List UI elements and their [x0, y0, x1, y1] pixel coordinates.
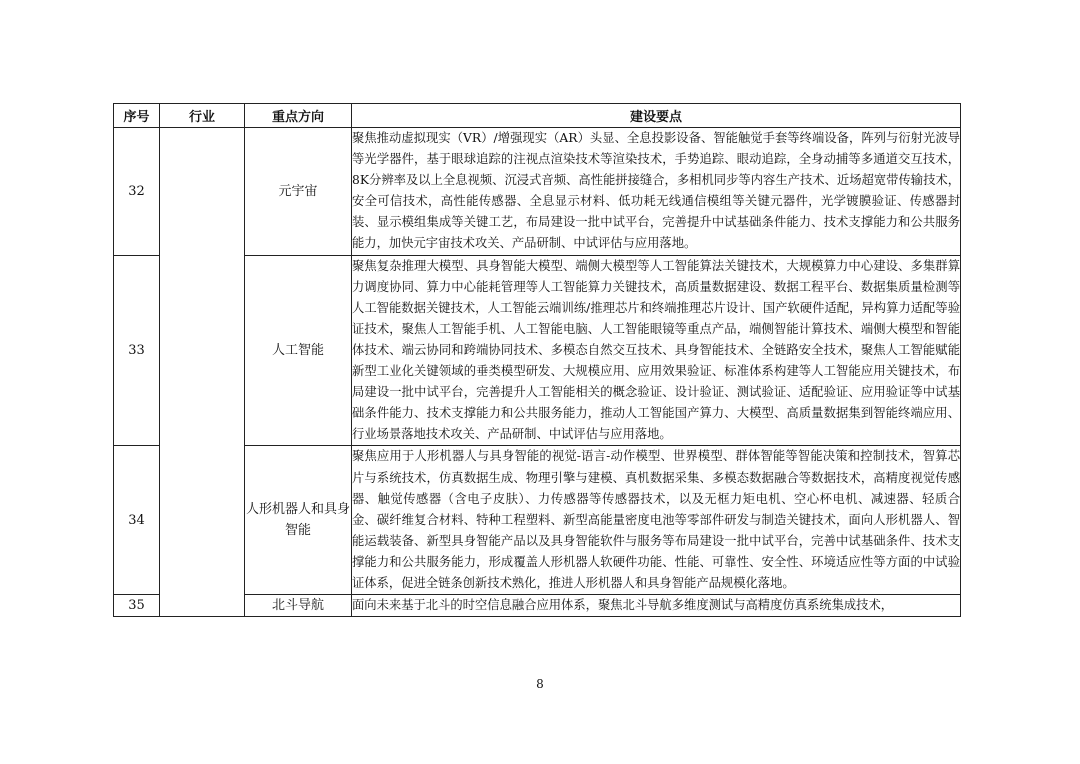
header-index: 序号: [114, 104, 160, 128]
row-index: 34: [114, 446, 160, 595]
row-index: 33: [114, 255, 160, 446]
table-row: [114, 128, 961, 256]
row-direction: 元宇宙: [245, 128, 352, 256]
row-points: 聚焦应用于人形机器人与具身智能的视觉-语言-动作模型、世界模型、群体智能等智能决策和控制技术，智算芯片与系统技术，仿真数据生成、物理引擎与建模、真机数据采集、多模态数据融合等数据技术，高精度视觉传感器、触觉传感器（含电子皮肤）、力传感器等传感器技术，以及无框力矩电机、空心杯电机、减速器、轻质合金、碳纤维复合材料、特种工程塑料、新型高能量密度电池等零部件研发与制造关键技术，面向人形机器人、智能运载装备、新型具身智能产品以及具身智能软件与服务等布局建设一批中试平台，完善中试基础条件、技术支撑能力和公共服务能力，形成覆盖人形机器人软硬件功能、性能、可靠性、安全性、环境适应性等方面的中试验证体系，促进全链条创新技术熟化，推进人形机器人和具身智能产品规模化落地。: [352, 446, 961, 595]
row-points: 聚焦推动虚拟现实（VR）/增强现实（AR）头显、全息投影设备、智能触觉手套等终端设备，阵列与衍射光波导等光学器件，基于眼球追踪的注视点渲染技术等渲染技术，手势追踪、眼动追踪，全身动捕等多通道交互技术，8K分辨率及以上全息视频、沉浸式音频、高性能拼接缝合，多相机同步等内容生产技术、近场超宽带传输技术，安全可信技术，高性能传感器、全息显示材料、低功耗无线通信模组等关键元器件，光学镀膜验证、传感器封装、显示模组集成等关键工艺，布局建设一批中试平台，完善提升中试基础条件能力、技术支撑能力和公共服务能力，加快元宇宙技术攻关、产品研制、中试评估与应用落地。: [352, 128, 961, 256]
industry-cell: [160, 128, 245, 617]
row-index: 35: [114, 595, 160, 617]
header-direction: 重点方向: [245, 104, 352, 128]
row-points: 聚焦复杂推理大模型、具身智能大模型、端侧大模型等人工智能算法关键技术，大规模算力中心建设、多集群算力调度协同、算力中心能耗管理等人工智能算力关键技术，高质量数据建设、数据工程平台、数据集质量检测等人工智能数据关键技术，人工智能云端训练/推理芯片和终端推理芯片设计、国产软硬件适配，异构算力适配等验证技术，聚焦人工智能手机、人工智能电脑、人工智能眼镜等重点产品，端侧智能计算技术、端侧大模型和智能体技术、端云协同和跨端协同技术、多模态自然交互技术、具身智能技术、全链路安全技术，聚焦人工智能赋能新型工业化关键领域的垂类模型研发、大规模应用、应用效果验证、标准体系构建等人工智能应用关键技术，布局建设一批中试平台，完善提升人工智能相关的概念验证、设计验证、测试验证、适配验证、应用验证等中试基础条件能力、技术支撑能力和公共服务能力，推动人工智能国产算力、大模型、高质量数据集到智能终端应用、行业场景落地技术攻关、产品研制、中试评估与应用落地。: [352, 255, 961, 446]
page-number: 8: [536, 677, 544, 691]
row-direction: 北斗导航: [245, 595, 352, 617]
header-industry: 行业: [160, 104, 245, 128]
row-index: 32: [114, 128, 160, 256]
table-header-row: [114, 104, 961, 128]
row-points: 面向未来基于北斗的时空信息融合应用体系，聚焦北斗导航多维度测试与高精度仿真系统集成技术，: [352, 595, 961, 617]
row-direction: 人形机器人和具身智能: [245, 446, 352, 595]
row-direction: 人工智能: [245, 255, 352, 446]
construction-points-table: [113, 103, 961, 617]
header-points: 建设要点: [352, 104, 961, 128]
